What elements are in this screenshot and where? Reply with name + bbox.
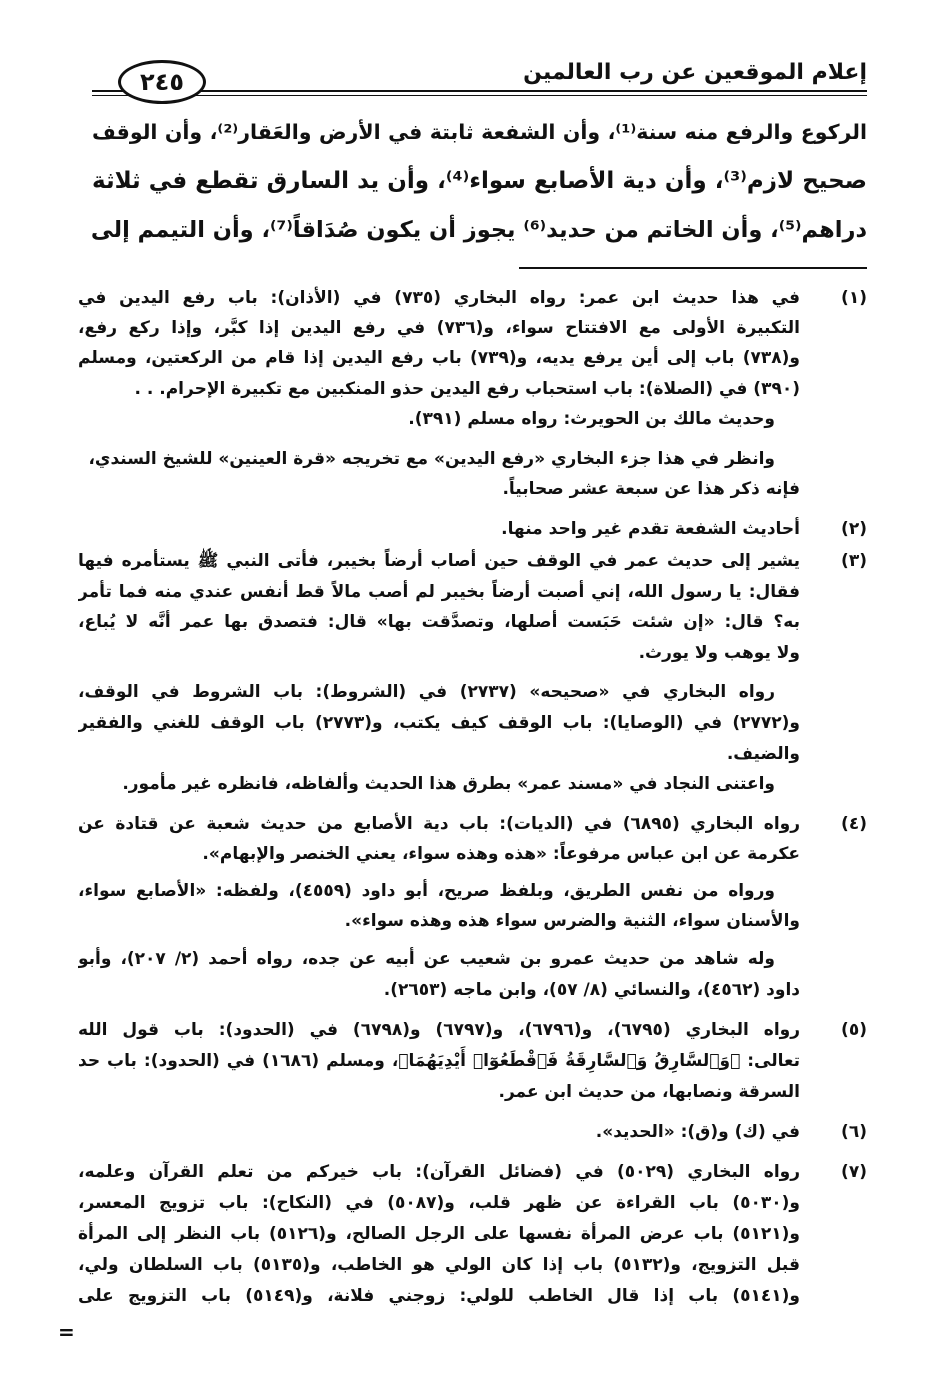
- footnote-line: يشير إلى حديث عمر في الوقف حين أصاب أرضاً بخيبر، فأتى النبي ﷺ يستأمره فيها: [78, 551, 800, 571]
- footnote-line: (٣٩٠) في (الصلاة): باب استحباب رفع اليدين حذو المنكبين مع تكبيرة الإحرام. . .: [134, 379, 800, 399]
- page-number-badge: [118, 60, 206, 104]
- main-text-line: الركوع والرفع منه سنة⁽¹⁾، وأن الشفعة ثابتة في الأرض والعَقار⁽²⁾، وأن الوقف: [92, 120, 867, 144]
- footnote-line: والضيف.: [726, 744, 800, 764]
- footnote-line: في هذا حديث ابن عمر: رواه البخاري (٧٣٥) في (الأذان): باب رفع اليدين في: [78, 288, 800, 308]
- main-text-line: دراهم⁽⁵⁾، وأن الخاتم من حديد⁽⁶⁾ يجوز أن يكون صُدَاقاً⁽⁷⁾، وأن التيمم إلى: [90, 217, 867, 243]
- footnote-line: رواه البخاري في «صحيحه» (٢٧٣٧) في (الشروط): باب الشروط في الوقف،: [78, 682, 775, 702]
- footnote-line: وانظر في هذا جزء البخاري «رفع اليدين» مع تخريجه «قرة العينين» للشيخ السندي،: [88, 449, 775, 469]
- footnote-line: و(٥١٢١) باب عرض المرأة نفسها على الرجل الصالح، و(٥١٢٦) باب النظر إلى المرأة: [78, 1224, 800, 1244]
- footnote-line: به؟ قال: «إن شئت حَبَست أصلها، وتصدَّقت بها» قال: فتصدق بها عمر أنَّه لا يُباع،: [78, 612, 800, 632]
- footnote-separator: [519, 267, 867, 269]
- footnote-line: السرقة ونصابها، من حديث ابن عمر.: [498, 1082, 800, 1102]
- footnote-number: (١): [841, 288, 867, 308]
- footnote-line: رواه البخاري (٦٧٩٥)، و(٦٧٩٦)، و(٦٧٩٧) و(٦٧٩٨) في (الحدود): باب قول الله: [78, 1020, 800, 1040]
- footnote-line: و(٧٣٨) باب إلى أين يرفع يديه، و(٧٣٩) باب رفع اليدين إذا قام من الركعتين، ومسلم: [78, 348, 800, 368]
- footnote-line: فإنه ذكر هذا عن سبعة عشر صحابياً.: [502, 479, 800, 499]
- footnote-line: في (ك) و(ق): «الحديد».: [595, 1122, 800, 1142]
- footnote-line: وحديث مالك بن الحويرث: رواه مسلم (٣٩١).: [408, 409, 775, 429]
- footnote-line: ورواه من نفس الطريق، وبلفظ صريح، أبو داود (٤٥٥٩)، ولفظه: «الأصابع سواء،: [78, 881, 775, 901]
- footnote-line: و(٥٠٣٠) باب القراءة عن ظهر قلب، و(٥٠٨٧) في (النكاح): باب تزويج المعسر،: [78, 1193, 800, 1213]
- header-rule: [92, 90, 867, 92]
- footnote-number: (٥): [841, 1020, 867, 1040]
- footnote-number: (٤): [841, 814, 867, 834]
- running-header-title: إعلام الموقعين عن رب العالمين: [523, 60, 867, 85]
- footnote-line: و(٥١٤١) باب إذا قال الخاطب للولي: زوجني فلانة، و(٥١٤٩) باب التزويج على: [78, 1286, 800, 1306]
- footnote-line: قبل التزويج، و(٥١٣٢) باب إذا كان الولي هو الخاطب، و(٥١٣٥) باب السلطان ولي،: [78, 1255, 800, 1275]
- footnote-number: (٣): [841, 551, 867, 571]
- footnote-number: (٢): [841, 519, 867, 539]
- header-rule-thin: [92, 95, 867, 96]
- continuation-mark: =: [58, 1320, 75, 1344]
- footnote-line: واعتنى النجاد في «مسند عمر» بطرق هذا الحديث وألفاظه، فانظره غير مأمور.: [122, 774, 775, 794]
- footnote-line: التكبيرة الأولى مع الافتتاح سواء، و(٧٣٦) في رفع اليدين إذا كبَّر، وإذا ركع رفع،: [78, 318, 800, 338]
- footnote-line: وله شاهد من حديث عمرو بن شعيب عن أبيه عن جده، رواه أحمد (٢/ ٢٠٧)، وأبو: [78, 949, 775, 969]
- footnote-line: رواه البخاري (٥٠٢٩) في (فضائل القرآن): باب خيركم من تعلم القرآن وعلمه،: [78, 1162, 800, 1182]
- footnote-line: عكرمة عن ابن عباس مرفوعاً: «هذه وهذه سواء، يعني الخنصر والإبهام».: [202, 844, 800, 864]
- footnote-line: تعالى: ﴿وَٱلسَّارِقُ وَٱلسَّارِقَةُ فَٱقْطَعُوٓا۟ أَيْدِيَهُمَا﴾، ومسلم (١٦٨٦) في (الحدود): باب حد: [78, 1051, 800, 1071]
- footnote-line: داود (٤٥٦٢)، والنسائي (٨/ ٥٧)، وابن ماجه (٢٦٥٣).: [383, 980, 800, 1000]
- footnote-line: والأسنان سواء، الثنية والضرس سواء هذه وهذه سواء».: [344, 911, 800, 931]
- footnote-line: رواه البخاري (٦٨٩٥) في (الديات): باب دية الأصابع من حديث شعبة عن قتادة عن: [78, 814, 800, 834]
- footnote-line: ولا يوهب ولا يورث.: [638, 643, 800, 663]
- main-text-line: صحيح لازم⁽³⁾، وأن دية الأصابع سواء⁽⁴⁾، وأن يد السارق تقطع في ثلاثة: [92, 168, 867, 194]
- footnote-line: أحاديث الشفعة تقدم غير واحد منها.: [501, 519, 800, 539]
- page-number: ٢٤٥: [140, 68, 184, 96]
- footnote-line: و(٢٧٧٢) في (الوصايا): باب الوقف كيف يكتب، و(٢٧٧٣) باب الوقف للغني والفقير: [78, 713, 800, 733]
- footnote-number: (٧): [841, 1162, 867, 1182]
- footnote-number: (٦): [841, 1122, 867, 1142]
- footnote-line: فقال: يا رسول الله، إني أصبت أرضاً بخيبر لم أصب مالاً قط أنفس عندي منه فما تأمر: [78, 582, 800, 602]
